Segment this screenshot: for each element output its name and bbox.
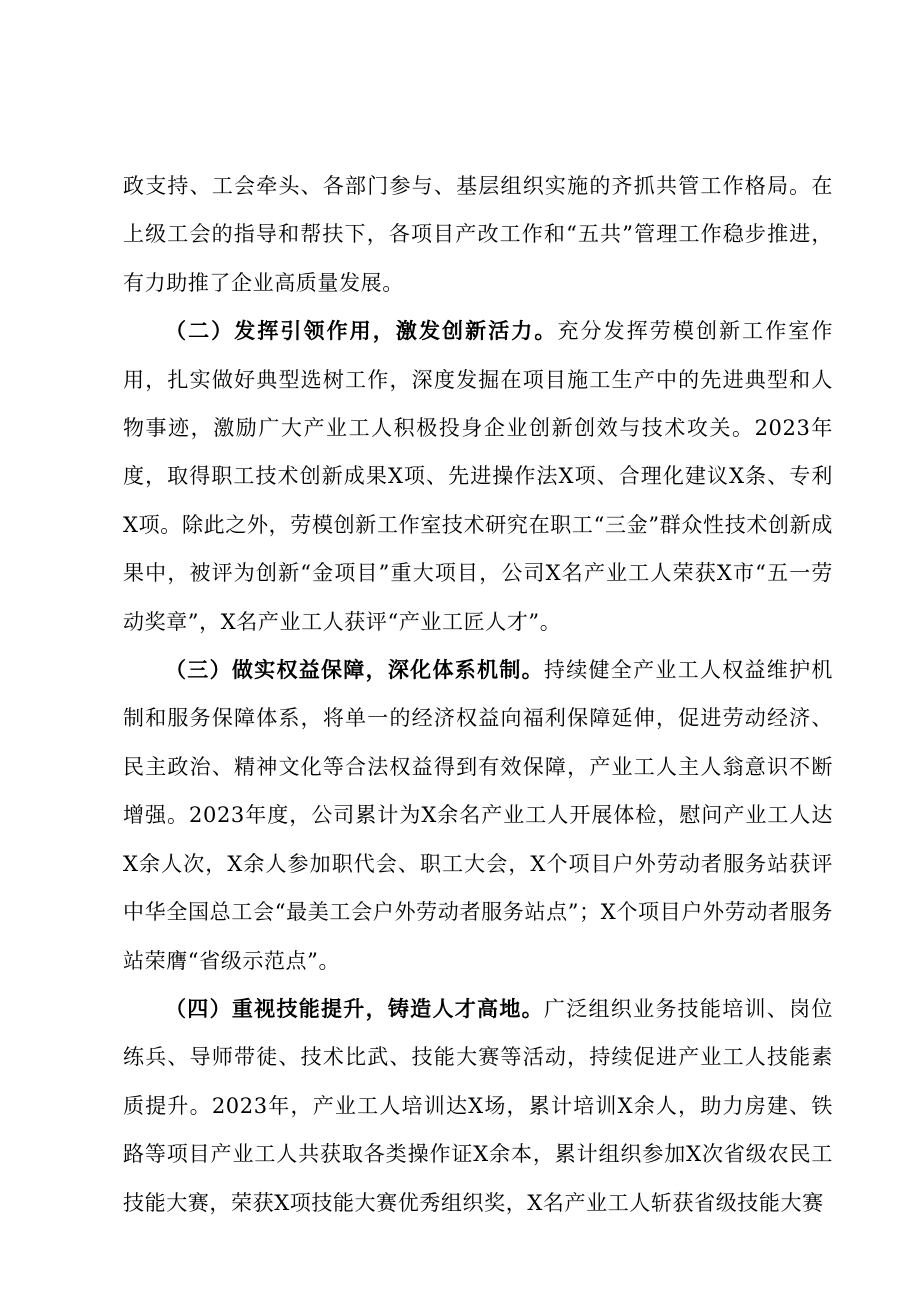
paragraph-rights [123, 646, 833, 985]
paragraph-heading: （二）发挥引领作用，激发创新活力。 [165, 318, 558, 344]
paragraph-continuation [123, 162, 833, 307]
paragraph-body: 政支持、工会牵头、各部门参与、基层组织实施的齐抓共管工作格局。在上级工会的指导和帮扶下，各项目产改工作和“五共”管理工作稳步推进，有力助推了企业高质量发展。 [123, 174, 833, 295]
paragraph-body: 持续健全产业工人权益维护机制和服务保障体系，将单一的经济权益向福利保障延伸，促进劳动经济、民主政治、精神文化等合法权益得到有效保障，产业工人主人翁意识不断增强。2023年度，公司累计为X余名产业工人开展体检，慰问产业工人达X余人次，X余人参加职代会、职工大会，X个项目户外劳动者服务站获评中华全国总工会“最美工会户外劳动者服务站点”；X个项目户外劳动者服务站荣膺“省级示范点”。 [123, 658, 833, 973]
document-body [123, 162, 833, 1227]
paragraph-skills [123, 985, 833, 1227]
paragraph-body: 充分发挥劳模创新工作室作用，扎实做好典型选树工作，深度发掘在项目施工生产中的先进典型和人物事迹，激励广大产业工人积极投身企业创新创效与技术攻关。2023年度，取得职工技术创新成果X项、先进操作法X项、合理化建议X条、专利X项。除此之外，劳模创新工作室技术研究在职工“三金”群众性技术创新成果中，被评为创新“金项目”重大项目，公司X名产业工人荣获X市“五一劳动奖章”，X名产业工人获评“产业工匠人才”。 [123, 319, 833, 634]
paragraph-heading: （四）重视技能提升，铸造人才高地。 [165, 995, 544, 1021]
paragraph-innovation [123, 307, 833, 646]
paragraph-heading: （三）做实权益保障，深化体系机制。 [165, 657, 544, 683]
paragraph-body: 广泛组织业务技能培训、岗位练兵、导师带徒、技术比武、技能大赛等活动，持续促进产业工人技能素质提升。2023年，产业工人培训达X场，累计培训X余人，助力房建、铁路等项目产业工人共获取各类操作证X余本，累计组织参加X次省级农民工技能大赛，荣获X项技能大赛优秀组织奖，X名产业工人斩获省级技能大赛 [123, 996, 833, 1215]
